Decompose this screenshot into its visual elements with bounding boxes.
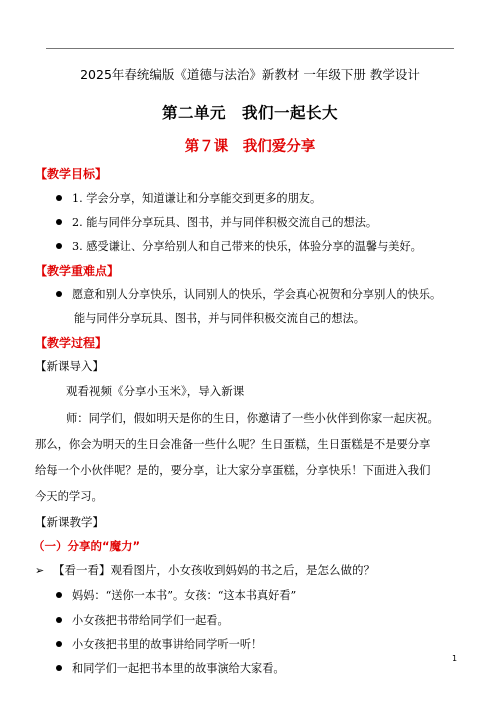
key-points-heading: 【教学重难点】 xyxy=(35,264,120,278)
arrow-bullet-icon: ➢ xyxy=(35,564,45,577)
bullet-dot-icon xyxy=(56,291,62,297)
page-number: 1 xyxy=(452,654,458,663)
objective-item: 1. 学会分享，知道谦让和分享能交到更多的朋友。 xyxy=(56,190,321,206)
bullet-dot-icon xyxy=(56,243,62,249)
objective-item: 2. 能与同伴分享玩具、图书，并与同伴积极交流自己的想法。 xyxy=(56,214,377,230)
look-bullet: 和同学们一起把书本里的故事演给大家看。 xyxy=(56,660,285,676)
unit-title: 第二单元 我们一起长大 xyxy=(161,104,338,122)
look-bullet: 妈妈：“送你一本书”。女孩：“这本书真好看” xyxy=(56,587,296,603)
bullet-dot-icon xyxy=(56,641,62,647)
bullet-dot-icon xyxy=(56,592,62,598)
part-one-heading: （一）分享的“魔力” xyxy=(33,539,141,553)
objective-item: 3. 感受谦让、分享给别人和自己带来的快乐，体验分享的温馨与美好。 xyxy=(56,238,422,254)
intro-label: 【新课导入】 xyxy=(35,359,104,373)
key-point-continuation: 能与同伴分享玩具、图书，并与同伴积极交流自己的想法。 xyxy=(74,312,365,325)
objectives-heading: 【教学目标】 xyxy=(35,167,108,181)
document-title: 2025年春统编版《道德与法治》新教材 一年级下册 教学设计 xyxy=(80,67,420,82)
teacher-line: 今天的学习。 xyxy=(35,490,103,503)
key-point-item: 愿意和别人分享快乐，认同别人的快乐，学会真心祝贺和分享别人的快乐。 xyxy=(56,286,441,302)
teacher-line: 师：同学们，假如明天是你的生日，你邀请了一些小伙伴到你家一起庆祝。 xyxy=(66,412,439,425)
look-bullet: 小女孩把书带给同学们一起看。 xyxy=(56,612,229,628)
process-heading: 【教学过程】 xyxy=(35,336,108,350)
bullet-dot-icon xyxy=(56,617,62,623)
bullet-dot-icon xyxy=(56,195,62,201)
bullet-dot-icon xyxy=(56,665,62,671)
new-lesson-label: 【新课教学】 xyxy=(35,515,104,529)
header-rule xyxy=(46,48,454,49)
lesson-title: 第７课 我们爱分享 xyxy=(184,139,316,155)
bullet-dot-icon xyxy=(56,219,62,225)
look-item: ➢ 【看一看】观看图片，小女孩收到妈妈的书之后，是怎么做的？ xyxy=(35,563,375,577)
teacher-line: 给每一个小伙伴呢？是的，要分享，让大家分享蛋糕，分享快乐！下面进入我们 xyxy=(35,464,431,477)
intro-video-text: 观看视频《分享小玉米》，导入新课 xyxy=(66,384,245,398)
teacher-line: 那么，你会为明天的生日会准备一些什么呢？生日蛋糕，生日蛋糕是不是要分享 xyxy=(35,438,431,451)
look-bullet: 小女孩把书里的故事讲给同学听一听！ xyxy=(56,636,262,652)
